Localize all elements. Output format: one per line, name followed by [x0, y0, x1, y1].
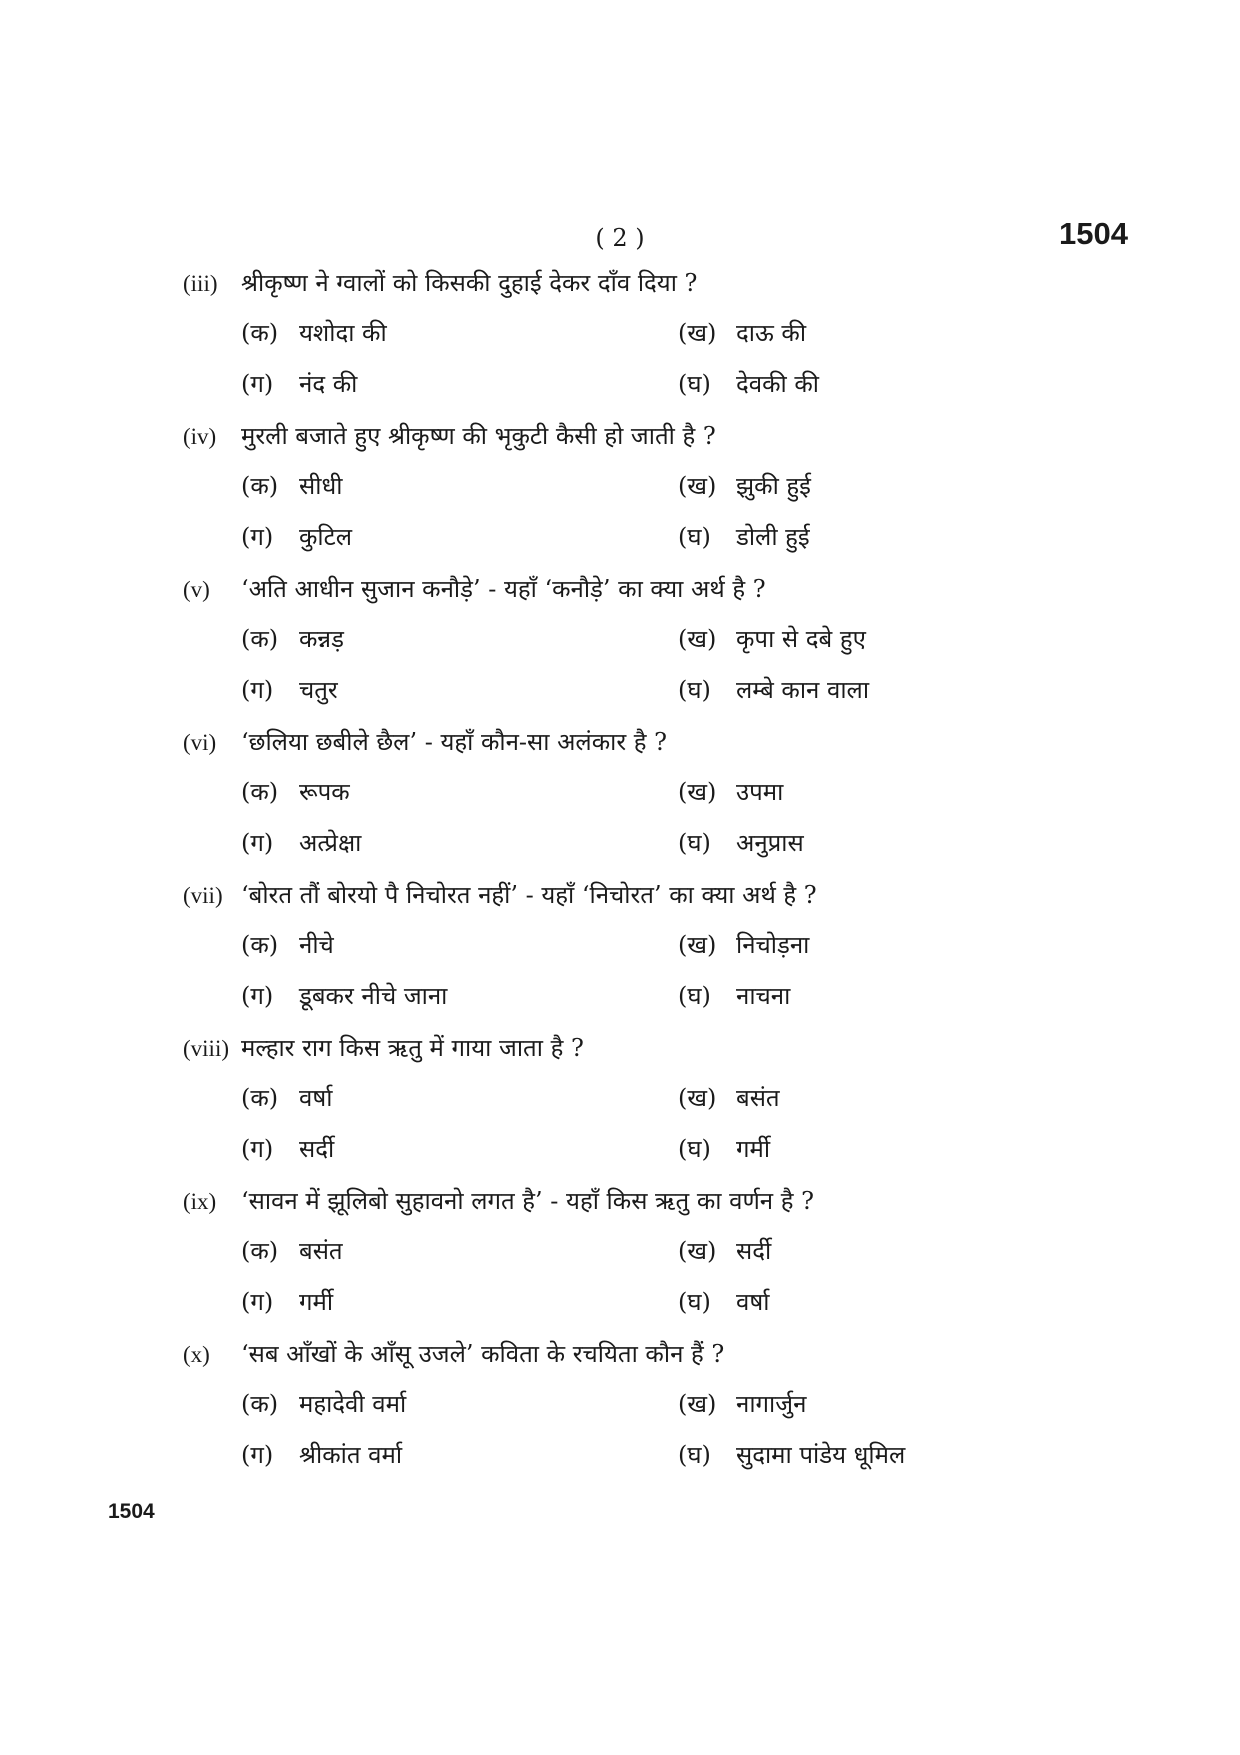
question-number: (vii): [183, 883, 223, 908]
option-text: श्रीकांत वर्मा: [299, 1441, 403, 1469]
option-gha: [678, 976, 790, 1016]
question-text: श्रीकृष्ण ने ग्वालों को किसकी दुहाई देकर दाँव दिया ?: [241, 269, 698, 297]
option-ka: [241, 1231, 343, 1271]
option-label: (ग): [241, 1135, 274, 1163]
question-line: [183, 569, 766, 609]
question-number: (v): [183, 577, 210, 602]
option-text: गर्मी: [736, 1135, 771, 1163]
option-label: (क): [241, 1084, 279, 1112]
option-ga: [241, 1282, 333, 1322]
option-text: नीचे: [299, 931, 334, 959]
question-iii: [183, 263, 1143, 416]
option-text: अनुप्रास: [736, 829, 804, 857]
question-text: ‘अति आधीन सुजान कनौड़े’ - यहाँ ‘कनौड़े’ का क्या अर्थ है ?: [241, 575, 766, 603]
option-label: (ख): [678, 1237, 717, 1265]
option-ga: [241, 823, 361, 863]
option-label: (घ): [678, 1135, 711, 1163]
option-ka: [241, 772, 350, 812]
question-text: मुरली बजाते हुए श्रीकृष्ण की भृकुटी कैसी हो जाती है ?: [241, 422, 716, 450]
paper-code-footer: 1504: [108, 1500, 155, 1523]
option-kha: [678, 313, 806, 353]
option-gha: [678, 1282, 769, 1322]
option-ka: [241, 619, 344, 659]
option-text: वर्षा: [736, 1288, 770, 1316]
option-label: (ख): [678, 1390, 717, 1418]
option-label: (घ): [678, 676, 711, 704]
question-vi: [183, 722, 1143, 875]
option-text: गर्मी: [299, 1288, 334, 1316]
option-kha: [678, 619, 866, 659]
option-label: (क): [241, 931, 279, 959]
option-label: (ख): [678, 319, 717, 347]
option-kha: [678, 1231, 771, 1271]
question-vii: [183, 875, 1143, 1028]
option-ka: [241, 925, 334, 965]
question-text: मल्हार राग किस ऋतु में गाया जाता है ?: [241, 1034, 584, 1062]
option-gha: [678, 1435, 905, 1475]
option-text: नाचना: [736, 982, 791, 1010]
option-label: (ग): [241, 1441, 274, 1469]
option-text: कन्नड़: [299, 625, 344, 653]
option-text: निचोड़ना: [736, 931, 810, 959]
option-ka: [241, 1078, 332, 1118]
option-text: अत्प्रेक्षा: [299, 829, 362, 857]
question-line: [183, 416, 716, 456]
option-label: (घ): [678, 1441, 711, 1469]
question-number: (iv): [183, 424, 217, 449]
option-text: लम्बे कान वाला: [736, 676, 870, 704]
question-line: [183, 263, 697, 303]
option-label: (घ): [678, 370, 711, 398]
option-kha: [678, 466, 811, 506]
question-x: [183, 1334, 1143, 1487]
option-label: (ग): [241, 982, 274, 1010]
question-list: [183, 263, 1143, 1487]
option-gha: [678, 364, 819, 404]
option-text: महादेवी वर्मा: [299, 1390, 407, 1418]
question-number: (vi): [183, 730, 217, 755]
option-ka: [241, 313, 387, 353]
option-ga: [241, 364, 357, 404]
option-label: (क): [241, 778, 279, 806]
option-text: सर्दी: [299, 1135, 335, 1163]
question-line: [183, 722, 667, 762]
option-label: (ख): [678, 472, 717, 500]
option-text: वर्षा: [299, 1084, 333, 1112]
option-label: (ग): [241, 676, 274, 704]
question-number: (viii): [183, 1036, 229, 1061]
question-number: (iii): [183, 271, 218, 296]
option-label: (ख): [678, 778, 717, 806]
option-kha: [678, 772, 783, 812]
option-label: (ग): [241, 370, 274, 398]
option-text: कुटिल: [299, 523, 353, 551]
question-text: ‘सावन में झूलिबो सुहावनो लगत है’ - यहाँ किस ऋतु का वर्णन है ?: [241, 1187, 815, 1215]
option-kha: [678, 1078, 780, 1118]
option-text: बसंत: [736, 1084, 780, 1112]
question-text: ‘सब आँखों के आँसू उजले’ कविता के रचयिता कौन हैं ?: [241, 1340, 725, 1368]
option-text: डोली हुई: [736, 523, 810, 551]
option-ka: [241, 466, 342, 506]
option-label: (क): [241, 625, 279, 653]
option-gha: [678, 670, 869, 710]
question-ix: [183, 1181, 1143, 1334]
question-number: (x): [183, 1342, 210, 1367]
option-label: (घ): [678, 982, 711, 1010]
option-text: नागार्जुन: [736, 1390, 807, 1418]
option-label: (घ): [678, 1288, 711, 1316]
option-label: (ख): [678, 931, 717, 959]
option-text: दाऊ की: [736, 319, 807, 347]
option-gha: [678, 517, 810, 557]
paper-code-header: 1504: [1059, 216, 1128, 251]
option-text: बसंत: [299, 1237, 343, 1265]
question-line: [183, 1334, 724, 1374]
question-line: [183, 1028, 584, 1068]
option-text: चतुर: [299, 676, 338, 704]
question-line: [183, 1181, 814, 1221]
option-gha: [678, 1129, 770, 1169]
option-ga: [241, 976, 447, 1016]
option-text: सर्दी: [736, 1237, 772, 1265]
option-text: देवकी की: [736, 370, 820, 398]
option-text: यशोदा की: [299, 319, 387, 347]
option-text: झुकी हुई: [736, 472, 811, 500]
option-ga: [241, 670, 338, 710]
option-label: (ग): [241, 1288, 274, 1316]
option-label: (क): [241, 472, 279, 500]
option-label: (क): [241, 1237, 279, 1265]
option-text: नंद की: [299, 370, 358, 398]
option-ka: [241, 1384, 406, 1424]
option-kha: [678, 925, 809, 965]
option-text: उपमा: [736, 778, 784, 806]
option-ga: [241, 1129, 334, 1169]
question-text: ‘बोरत तौं बोरयो पै निचोरत नहीं’ - यहाँ ‘निचोरत’ का क्या अर्थ है ?: [241, 881, 817, 909]
question-number: (ix): [183, 1189, 217, 1214]
option-label: (क): [241, 319, 279, 347]
page-number: ( 2 ): [595, 224, 645, 252]
option-text: कृपा से दबे हुए: [736, 625, 866, 653]
option-kha: [678, 1384, 806, 1424]
option-text: सुदामा पांडेय धूमिल: [736, 1441, 906, 1469]
question-text: ‘छलिया छबीले छैल’ - यहाँ कौन-सा अलंकार है ?: [241, 728, 668, 756]
question-line: [183, 875, 817, 915]
option-text: सीधी: [299, 472, 343, 500]
option-label: (घ): [678, 829, 711, 857]
question-iv: [183, 416, 1143, 569]
option-label: (ख): [678, 1084, 717, 1112]
option-label: (ग): [241, 523, 274, 551]
option-label: (ग): [241, 829, 274, 857]
question-v: [183, 569, 1143, 722]
option-ga: [241, 1435, 402, 1475]
option-label: (घ): [678, 523, 711, 551]
option-text: रूपक: [299, 778, 350, 806]
option-text: डूबकर नीचे जाना: [299, 982, 448, 1010]
question-viii: [183, 1028, 1143, 1181]
option-ga: [241, 517, 352, 557]
option-gha: [678, 823, 804, 863]
option-label: (ख): [678, 625, 717, 653]
option-label: (क): [241, 1390, 279, 1418]
